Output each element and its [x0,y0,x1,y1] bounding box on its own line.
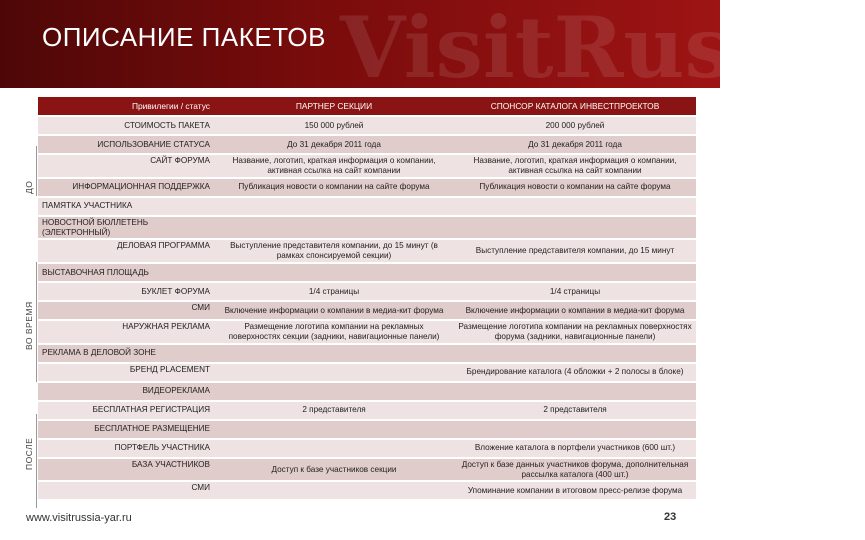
row-label: СМИ [38,302,214,319]
partner-cell: Выступление представителя компании, до 15 минут (в рамках спонсируемой секции) [214,240,454,262]
partner-cell: Доступ к базе участников секции [214,459,454,481]
row-label: ИНФОРМАЦИОННАЯ ПОДДЕРЖКА [38,179,214,196]
row-label: НАРУЖНАЯ РЕКЛАМА [38,321,214,343]
sponsor-cell [454,198,696,215]
table-row [38,136,696,153]
table-row [38,179,696,196]
partner-cell: 1/4 страницы [214,283,454,300]
partner-cell: 150 000 рублей [214,117,454,134]
table-row [38,364,696,381]
sponsor-cell [454,217,696,239]
partner-cell [214,217,454,239]
sponsor-cell: До 31 декабря 2011 года [454,136,696,153]
table-row [38,383,696,400]
header-banner [0,0,865,97]
sponsor-cell [454,264,696,281]
phase-label-before: ДО [24,180,34,194]
phase-divider-before [36,146,37,196]
sponsor-cell [454,421,696,438]
sponsor-cell: 200 000 рублей [454,117,696,134]
watermark-logo: VisitRussia [340,0,865,97]
row-label: РЕКЛАМА В ДЕЛОВОЙ ЗОНЕ [38,345,214,362]
sponsor-cell: 1/4 страницы [454,283,696,300]
table-row [38,117,696,134]
sponsor-cell: Доступ к базе данных участников форума, дополнительная рассылка каталога (400 шт.) [454,459,696,481]
row-label: НОВОСТНОЙ БЮЛЛЕТЕНЬ (ЭЛЕКТРОННЫЙ) [38,217,214,239]
table-row [38,482,696,499]
sponsor-cell [454,345,696,362]
page-title: ОПИСАНИЕ ПАКЕТОВ [42,22,326,52]
row-label: СТОИМОСТЬ ПАКЕТА [38,117,214,134]
sponsor-cell: Публикация новости о компании на сайте форума [454,179,696,196]
row-label: СМИ [38,482,214,499]
table-row [38,402,696,419]
table-row [38,459,696,481]
table-header-row [38,97,696,115]
row-label: ПАМЯТКА УЧАСТНИКА [38,198,214,215]
footer-url[interactable]: www.visitrussia-yar.ru [26,512,132,524]
sponsor-cell: Вложение каталога в портфели участников (600 шт.) [454,440,696,457]
partner-cell [214,383,454,400]
sponsor-cell: 2 представителя [454,402,696,419]
partner-cell: Включение информации о компании в медиа-кит форума [214,302,454,319]
header-cell: СПОНСОР КАТАЛОГА ИНВЕСТПРОЕКТОВ [454,97,696,115]
sponsor-cell: Брендирование каталога (4 обложки + 2 полосы в блоке) [454,364,696,381]
partner-cell: Публикация новости о компании на сайте форума [214,179,454,196]
table-row [38,240,696,262]
table-row [38,345,696,362]
sponsor-cell: Упоминание компании в итоговом пресс-релизе форума [454,482,696,499]
partner-cell: 2 представителя [214,402,454,419]
partner-cell [214,364,454,381]
partner-cell [214,482,454,499]
partner-cell: До 31 декабря 2011 года [214,136,454,153]
phase-divider-during [36,262,37,382]
sponsor-cell [454,383,696,400]
row-label: ИСПОЛЬЗОВАНИЕ СТАТУСА [38,136,214,153]
table-row [38,421,696,438]
row-label: БАЗА УЧАСТНИКОВ [38,459,214,481]
table-row [38,264,696,281]
partner-cell [214,264,454,281]
partner-cell [214,421,454,438]
partner-cell: Размещение логотипа компании на рекламных поверхностях секции (задники, навигационные панели) [214,321,454,343]
header-cell: Привилегии / статус [38,97,214,115]
table-row [38,198,696,215]
row-label: БРЕНД PLACEMENT [38,364,214,381]
row-label: БЕСПЛАТНОЕ РАЗМЕЩЕНИЕ [38,421,214,438]
table-row [38,155,696,177]
row-label: БУКЛЕТ ФОРУМА [38,283,214,300]
table-row [38,440,696,457]
partner-cell: Название, логотип, краткая информация о компании, активная ссылка на сайт компании [214,155,454,177]
table-row [38,217,696,239]
sponsor-cell: Размещение логотипа компании на рекламных поверхностях форума (задники, навигационные панели) [454,321,696,343]
sponsor-cell: Выступление представителя компании, до 15 минут [454,240,696,262]
table-row [38,302,696,319]
row-label: БЕСПЛАТНАЯ РЕГИСТРАЦИЯ [38,402,214,419]
packages-table [38,95,696,501]
row-label: САЙТ ФОРУМА [38,155,214,177]
page-number: 23 [664,511,677,523]
partner-cell [214,198,454,215]
phase-label-during: ВО ВРЕМЯ [24,301,34,350]
phase-label-after: ПОСЛЕ [24,437,34,470]
header-cell: ПАРТНЕР СЕКЦИИ [214,97,454,115]
sponsor-cell: Название, логотип, краткая информация о компании, активная ссылка на сайт компании [454,155,696,177]
partner-cell [214,345,454,362]
phase-divider-after [36,414,37,508]
table-row [38,321,696,343]
row-label: ПОРТФЕЛЬ УЧАСТНИКА [38,440,214,457]
row-label: ВИДЕОРЕКЛАМА [38,383,214,400]
row-label: ДЕЛОВАЯ ПРОГРАММА [38,240,214,262]
table-row [38,283,696,300]
row-label: ВЫСТАВОЧНАЯ ПЛОЩАДЬ [38,264,214,281]
sponsor-cell: Включение информации о компании в медиа-кит форума [454,302,696,319]
partner-cell [214,440,454,457]
